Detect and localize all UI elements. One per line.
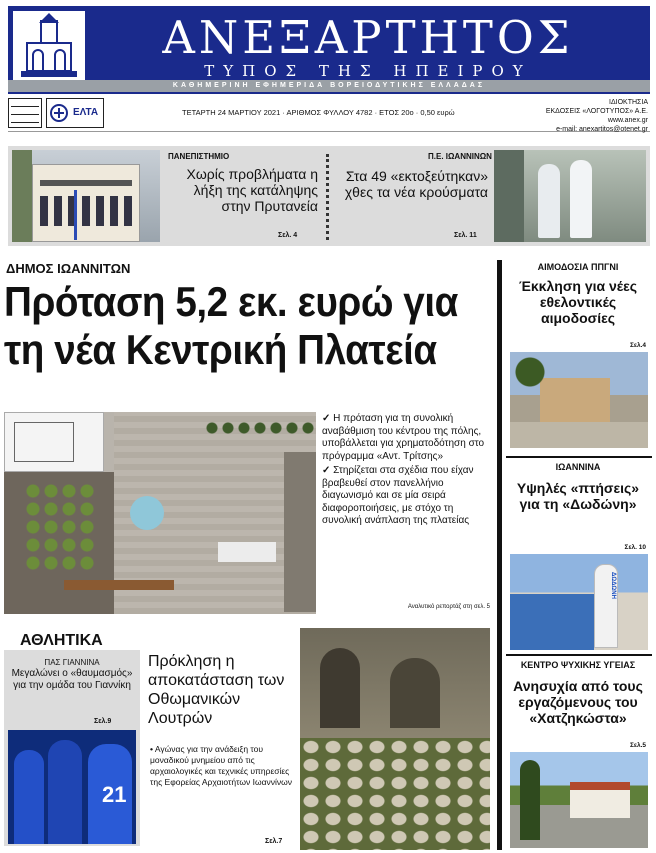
sports-page: Σελ.9 bbox=[94, 718, 112, 725]
postage-badge-icon bbox=[8, 98, 42, 128]
teaser-divider bbox=[326, 154, 329, 240]
rc-dodoni-kicker: ΙΩΑΝΝΙΝΑ bbox=[555, 462, 601, 472]
dodoni-factory-photo bbox=[510, 554, 648, 650]
website: www.anex.gr bbox=[607, 117, 648, 124]
rc-mental-kicker: ΚΕΝΤΡΟ ΨΥΧΙΚΗΣ ΥΓΕΙΑΣ bbox=[520, 660, 636, 670]
rc-blood-page: Σελ.4 bbox=[629, 342, 646, 349]
teaser-left-page: Σελ. 4 bbox=[278, 232, 298, 239]
publisher-label: ΙΔΙΟΚΤΗΣΙΑ bbox=[609, 99, 648, 106]
rc-rule-1 bbox=[506, 456, 652, 458]
elta-logo-icon bbox=[49, 103, 69, 123]
bullet-two: ✓ Στηρίζεται στα σχέδια που είχαν βραβευθεί στον πανελλήνιο διαγωνισμό και σε μία σειρά διαφοροποιήσεις, με στόχο τη συνολική ανάπλαση της πλατείας bbox=[322, 465, 474, 526]
elta-label: ΕΛΤΑ bbox=[73, 107, 99, 118]
newspaper-title: ΑΝΕΞΑΡΤΗΤΟΣ bbox=[162, 11, 574, 64]
teaser-right-headline: Στα 49 «εκτοξεύτηκαν» χθες τα νέα κρούσματα bbox=[344, 168, 488, 200]
rc-rule-2 bbox=[506, 654, 652, 656]
issue-line: ΤΕΤΑΡΤΗ 24 ΜΑΡΤΙΟΥ 2021 · ΑΡΙΘΜΟΣ ΦΥΛΛΟΥ 4782 · ΕΤΟΣ 20ο · 0,50 ευρώ bbox=[182, 108, 455, 117]
info-bar bbox=[8, 96, 650, 132]
rc-blood-kicker: ΑΙΜΟΔΟΣΙΑ ΠΠΓΝΙ bbox=[537, 262, 619, 272]
baths-headline: Πρόκληση η αποκατάσταση των Οθωμανικών Λουτρών bbox=[148, 653, 285, 727]
teaser-right-kicker: Π.Ε. ΙΩΑΝΝΙΝΩΝ bbox=[428, 152, 492, 161]
bullet-one: ✓ Η πρόταση για τη συνολική αναβάθμιση του κέντρου της πόλης, υποβάλλεται για χρηματοδότηση στο πρόγραμμα «Αντ. Τρίτσης» bbox=[322, 413, 485, 462]
newspaper-subtitle: ΤΥΠΟΣ ΤΗΣ ΗΠΕΙΡΟΥ bbox=[204, 62, 532, 80]
teaser-bar bbox=[8, 146, 650, 246]
publisher-name: ΕΚΔΟΣΕΙΣ «ΛΟΓΟΤΥΠΟΣ» Α.Ε. bbox=[545, 108, 648, 115]
teaser-right-page: Σελ. 11 bbox=[454, 232, 477, 239]
plaza-rendering-image bbox=[4, 412, 316, 614]
masthead-strap: ΚΑΘΗΜΕΡΙΝΗ ΕΦΗΜΕΡΙΔΑ ΒΟΡΕΙΟΔΥΤΙΚΗΣ ΕΛΛΑΔΑΣ bbox=[8, 80, 650, 92]
medical-staff-photo bbox=[494, 150, 646, 242]
sports-kicker: ΠΑΣ ΓΙΑΝΝΙΝΑ bbox=[44, 658, 100, 667]
rc-dodoni-headline: Υψηλές «πτήσεις» για τη «Δωδώνη» bbox=[516, 480, 640, 512]
publisher-info bbox=[518, 98, 648, 134]
rc-mental-page: Σελ.5 bbox=[629, 742, 646, 749]
mental-health-center-photo bbox=[510, 752, 648, 848]
university-building-photo bbox=[12, 150, 160, 242]
dodoni-sign: ΔΩΔΩΝΗ bbox=[610, 572, 616, 599]
teaser-left-kicker: ΠΑΝΕΠΙΣΤΗΜΙΟ bbox=[168, 152, 230, 161]
main-headline: Πρόταση 5,2 εκ. ευρώ για τη νέα Κεντρική Πλατεία bbox=[4, 278, 458, 373]
section-label: ΔΗΜΟΣ ΙΩΑΝΝΙΤΩΝ bbox=[6, 261, 131, 276]
elta-badge bbox=[46, 98, 104, 128]
teaser-left-headline: Χωρίς προβλήματα η λήξη της κατάληψης στην Πρυτανεία bbox=[186, 166, 318, 214]
baths-text: • Αγώνας για την ανάδειξη του μοναδικού μνημείου από τις αρχαιολογικές και τεχνικές υπηρεσίες της Εφορείας Αρχαιοτήτων Ιωαννίνων bbox=[150, 744, 293, 787]
rc-mental-headline: Ανησυχία από τους εργαζόμενους του «Χατζηκώστα» bbox=[513, 678, 643, 726]
sports-headline: Μεγαλώνει ο «θαυμασμός» για την ομάδα του Γιαννίκη bbox=[11, 668, 133, 691]
ottoman-baths-photo bbox=[300, 628, 490, 850]
report-reference: Αναλυτικό ρεπορτάζ στη σελ. 5 bbox=[407, 604, 490, 610]
sports-label: ΑΘΛΗΤΙΚΑ bbox=[20, 632, 103, 649]
church-logo-icon bbox=[12, 10, 86, 84]
email: e-mail: anexartitos@otenet.gr bbox=[556, 126, 648, 133]
column-divider bbox=[497, 260, 502, 850]
rc-dodoni-page: Σελ. 10 bbox=[624, 544, 646, 551]
baths-page: Σελ.7 bbox=[265, 838, 283, 845]
football-players-photo: 21 bbox=[8, 730, 136, 844]
rc-blood-headline: Έκκληση για νέες εθελοντικές αιμοδοσίες bbox=[518, 278, 638, 326]
sports-box bbox=[4, 650, 140, 846]
hospital-photo bbox=[510, 352, 648, 448]
main-bullets bbox=[322, 413, 494, 530]
